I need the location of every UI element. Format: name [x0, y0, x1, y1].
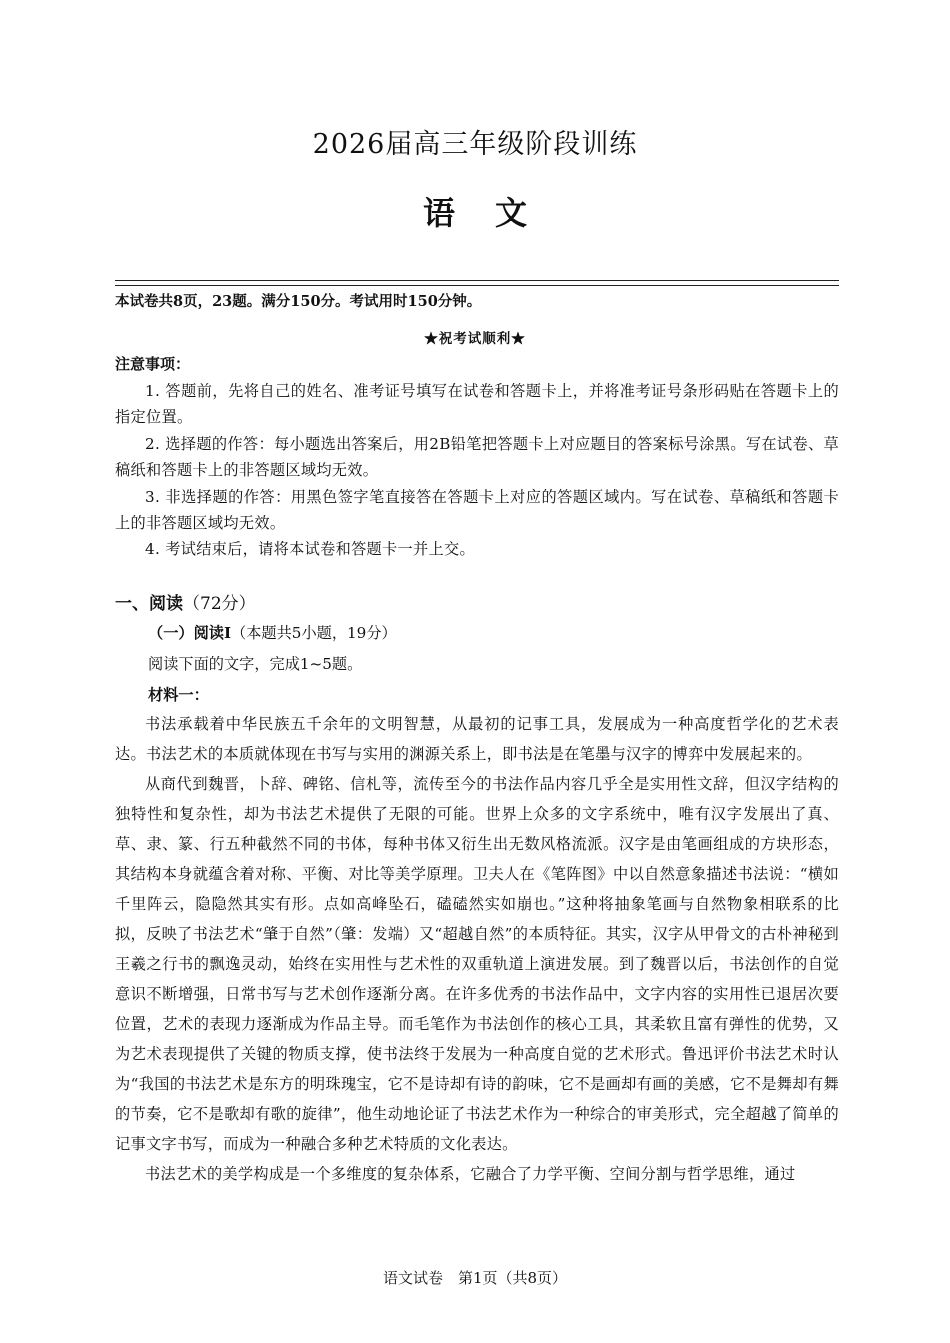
material-paragraph: 书法艺术的美学构成是一个多维度的复杂体系，它融合了力学平衡、空间分割与哲学思维，通过	[145, 1165, 796, 1183]
good-luck-banner: ★祝考试顺利★	[424, 331, 526, 347]
reading-instruction: 阅读下面的文字，完成1~5题。	[148, 655, 363, 673]
notes-heading: 注意事项：	[115, 355, 191, 373]
section-heading	[115, 589, 256, 614]
notes-list	[115, 378, 839, 563]
header-divider-top	[115, 280, 839, 281]
section-score: （72分）	[183, 594, 256, 614]
exam-title: 2026届高三年级阶段训练	[312, 129, 638, 160]
section-title: 一、阅读	[115, 594, 183, 614]
subsection-heading	[148, 622, 397, 643]
note-item: 1. 答题前，先将自己的姓名、准考证号填写在试卷和答题卡上，并将准考证号条形码贴在答题卡上的指定位置。	[115, 382, 839, 427]
exam-info: 本试卷共8页，23题。满分150分。考试用时150分钟。	[115, 293, 482, 310]
material-paragraph: 从商代到魏晋，卜辞、碑铭、信札等，流传至今的书法作品内容几乎全是实用性文辞，但汉字结构的独特性和复杂性，却为书法艺术提供了无限的可能。世界上众多的文字系统中，唯有汉字发展出了真、草、隶、篆、行五种截然不同的书体，每种书体又衍生出无数风格流派。汉字是由笔画组成的方块形态，其结构本身就蕴含着对称、平衡、对比等美学原理。卫夫人在《笔阵图》中以自然意象描述书法说：“横如千里阵云，隐隐然其实有形。点如高峰坠石，磕磕然实如崩也。”这种将抽象笔画与自然物象相联系的比拟，反映了书法艺术“肇于自然”（肇：发端）又“超越自然”的本质特征。其实，汉字从甲骨文的古朴神秘到王羲之行书的飘逸灵动，始终在实用性与艺术性的双重轨道上演进发展。到了魏晋以后，书法创作的自觉意识不断增强，日常书写与艺术创作逐渐分离。在许多优秀的书法作品中，文字内容的实用性已退居次要位置，艺术的表现力逐渐成为作品主导。而毛笔作为书法创作的核心工具，其柔软且富有弹性的优势，又为艺术表现提供了关键的物质支撑，使书法终于发展为一种高度自觉的艺术形式。鲁迅评价书法艺术时认为“我国的书法艺术是东方的明珠瑰宝，它不是诗却有诗的韵味，它不是画却有画的美感，它不是舞却有舞的节奏，它不是歌却有歌的旋律”，他生动地论证了书法艺术作为一种综合的审美形式，完全超越了简单的记事文字书写，而成为一种融合多种艺术特质的文化表达。	[115, 775, 839, 1153]
page-footer: 语文试卷 第1页（共8页）	[382, 1269, 568, 1287]
note-item: 2. 选择题的作答：每小题选出答案后，用2B铅笔把答题卡上对应题目的答案标号涂黑。写在试卷、草稿纸和答题卡上的非答题区域均无效。	[115, 434, 839, 480]
subject-title: 语文	[422, 194, 567, 232]
subsection-title: （一）阅读Ⅰ	[148, 624, 232, 642]
header-divider-bottom	[115, 285, 839, 286]
subsection-note: （本题共5小题，19分）	[231, 624, 397, 642]
material-label: 材料一：	[148, 686, 209, 704]
note-item: 4. 考试结束后，请将本试卷和答题卡一并上交。	[145, 540, 475, 559]
material-paragraph: 书法承载着中华民族五千余年的文明智慧，从最初的记事工具，发展成为一种高度哲学化的艺术表达。书法艺术的本质就体现在书写与实用的渊源关系上，即书法是在笔墨与汉字的博弈中发展起来的。	[115, 715, 839, 763]
note-item: 3. 非选择题的作答：用黑色签字笔直接答在答题卡上对应的答题区域内。写在试卷、草稿纸和答题卡上的非答题区域均无效。	[115, 487, 839, 533]
material-text	[115, 709, 839, 1189]
